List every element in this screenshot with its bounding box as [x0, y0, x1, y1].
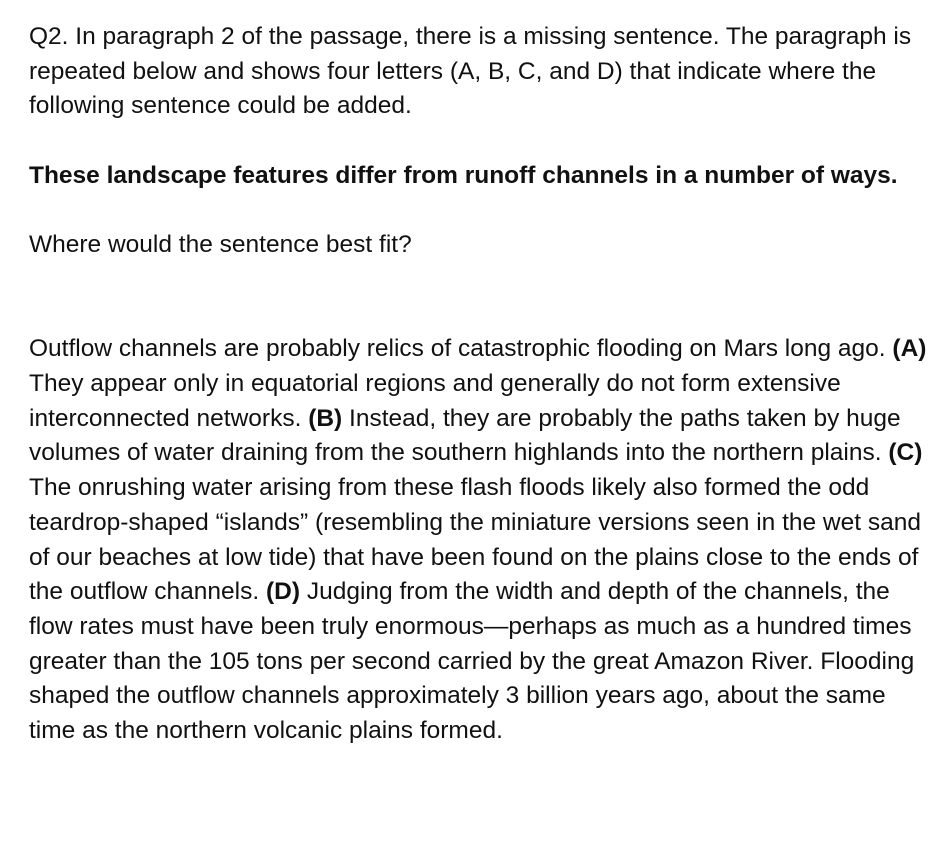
question-text: Q2. In paragraph 2 of the passage, there is a missing sentence. The paragraph is repeated below and shows four letters (A, B, C, and D) that indicate where the following sentence could be added.	[29, 23, 912, 120]
passage-text: Judging from the width and depth of the channels, the flow rates must have been truly enormous—perhaps as much as a hundred times greater than the 105 tons per second carried by the great Amazon River. Flooding shaped the outflow channels approximately 3 billion years ago, about the same time as the northern volcanic plains formed.	[29, 578, 915, 745]
passage-text: Outflow channels are probably relics of catastrophic flooding on Mars long ago.	[29, 335, 893, 363]
insert-sentence: These landscape features differ from runoff channels in a number of ways.	[29, 161, 898, 189]
insertion-marker-d[interactable]: (D)	[266, 578, 301, 606]
insertion-marker-a[interactable]: (A)	[892, 335, 927, 363]
passage-text: The onrushing water arising from these flash floods likely also formed the odd teardrop-shaped “islands” (resembling the miniature versions seen in the wet sand of our beaches at low tide) that have been found on the plains close to the ends of the outflow channels.	[29, 474, 921, 606]
question-page	[29, 20, 934, 749]
insertion-marker-c[interactable]: (C)	[888, 439, 923, 467]
insertion-marker-b[interactable]: (B)	[308, 404, 343, 432]
passage-text: Instead, they are probably the paths taken by huge volumes of water draining from the southern highlands into the northern plains.	[29, 404, 901, 467]
prompt-text: Where would the sentence best fit?	[29, 231, 412, 259]
passage-text: They appear only in equatorial regions and generally do not form extensive interconnected networks.	[29, 369, 841, 432]
passage-paragraph	[29, 332, 934, 748]
